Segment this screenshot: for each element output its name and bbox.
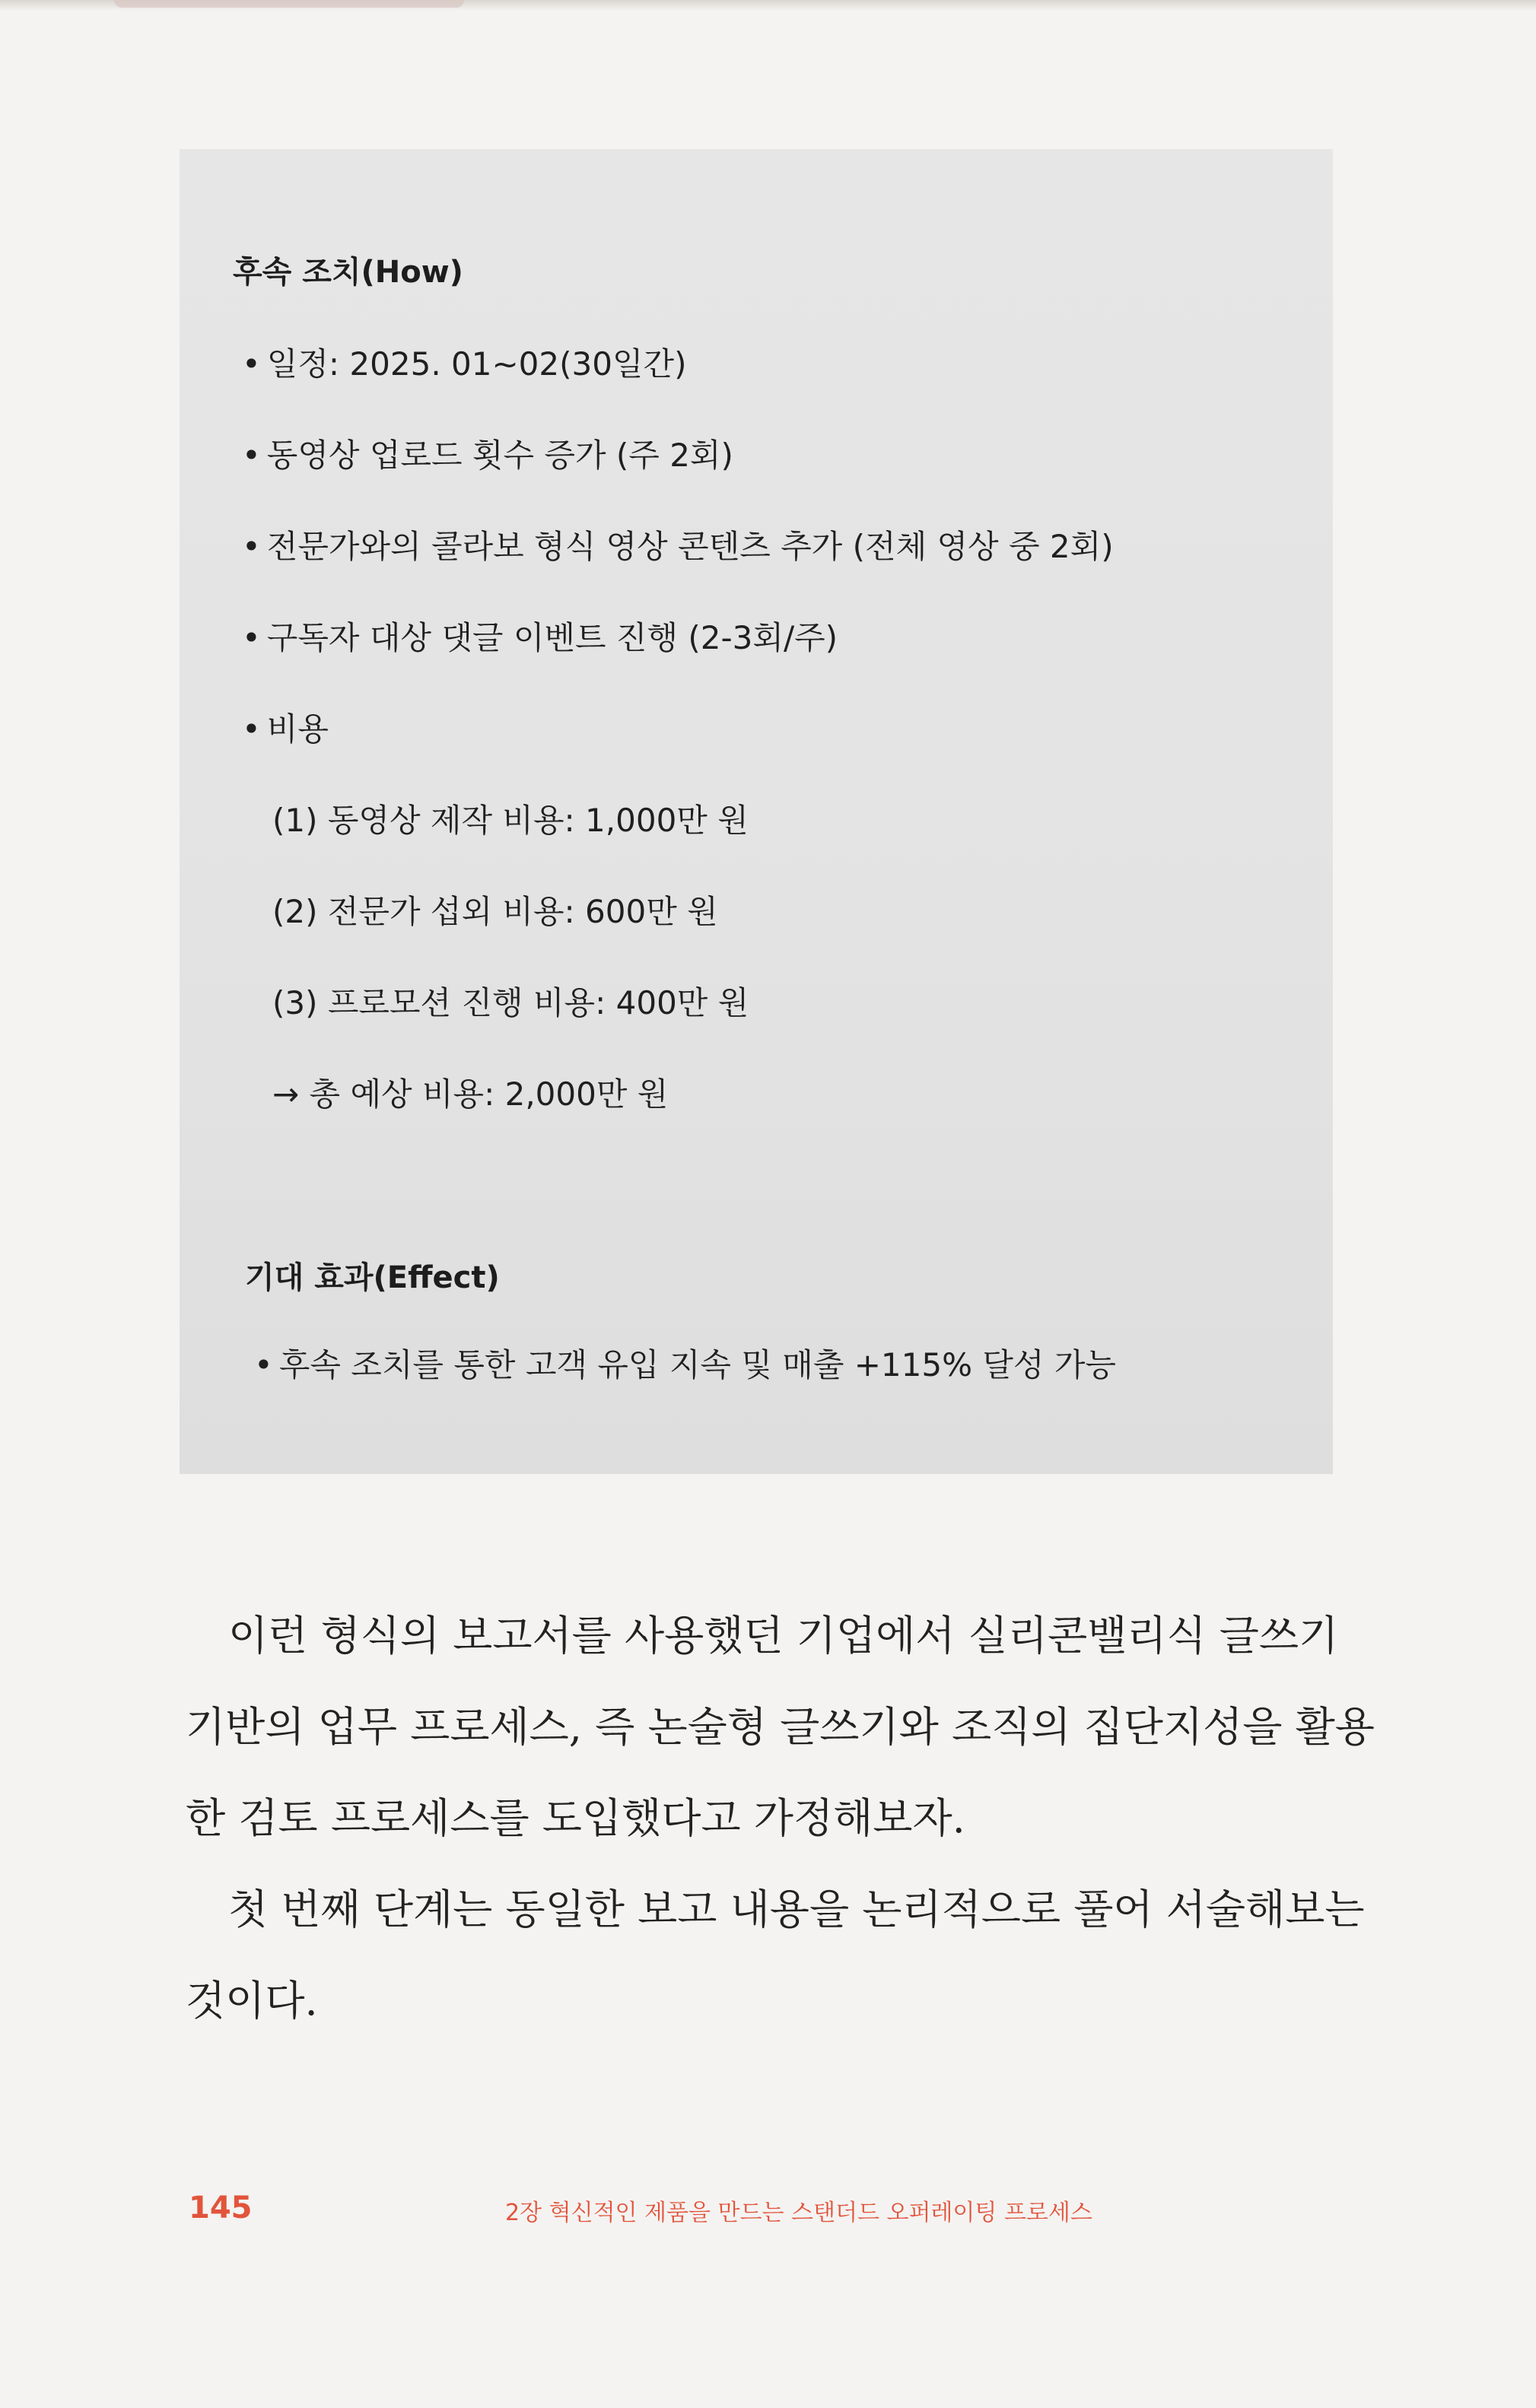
how-item-cost: • 비용 — [242, 710, 329, 748]
paragraph-2-line-2: 것이다. — [186, 1977, 318, 2025]
how-item-schedule: • 일정: 2025. 01~02(30일간) — [242, 345, 687, 383]
bullet-dot-icon: • — [242, 437, 261, 474]
bullet-dot-icon: • — [254, 1346, 273, 1383]
effect-item: • 후속 조치를 통한 고객 유입 지속 및 매출 +115% 달성 가능 — [254, 1346, 1116, 1383]
paragraph-1-line-3: 한 검토 프로세스를 도입했다고 가정해보자. — [186, 1794, 965, 1842]
paragraph-1-line-2: 기반의 업무 프로세스, 즉 논술형 글쓰기와 조직의 집단지성을 활용 — [186, 1703, 1375, 1751]
page-top-smudge — [114, 0, 464, 8]
cost-item-promotion: (3) 프로모션 진행 비용: 400만 원 — [272, 984, 749, 1021]
chapter-title: 2장 혁신적인 제품을 만드는 스탠더드 오퍼레이팅 프로세스 — [505, 2200, 1092, 2226]
cost-item-video: (1) 동영상 제작 비용: 1,000만 원 — [272, 802, 749, 839]
how-item-upload: • 동영상 업로드 횟수 증가 (주 2회) — [242, 437, 733, 474]
page-number: 145 — [189, 2190, 253, 2225]
effect-heading: 기대 효과(Effect) — [245, 1260, 500, 1295]
how-item-event: • 구독자 대상 댓글 이벤트 진행 (2-3회/주) — [242, 619, 838, 656]
cost-item-expert: (2) 전문가 섭외 비용: 600만 원 — [272, 893, 718, 930]
bullet-dot-icon: • — [242, 528, 261, 565]
bullet-dot-icon: • — [242, 710, 261, 748]
total-cost: → 총 예상 비용: 2,000만 원 — [272, 1075, 669, 1113]
paragraph-2-line-1: 첫 번째 단계는 동일한 보고 내용을 논리적으로 풀어 서술해보는 — [228, 1885, 1365, 1933]
how-item-collab: • 전문가와의 콜라보 형식 영상 콘텐츠 추가 (전체 영상 중 2회) — [242, 528, 1114, 565]
bullet-dot-icon: • — [242, 619, 261, 656]
paragraph-1-line-1: 이런 형식의 보고서를 사용했던 기업에서 실리콘밸리식 글쓰기 — [228, 1612, 1339, 1660]
how-heading: 후속 조치(How) — [233, 255, 463, 290]
bullet-dot-icon: • — [242, 345, 261, 383]
